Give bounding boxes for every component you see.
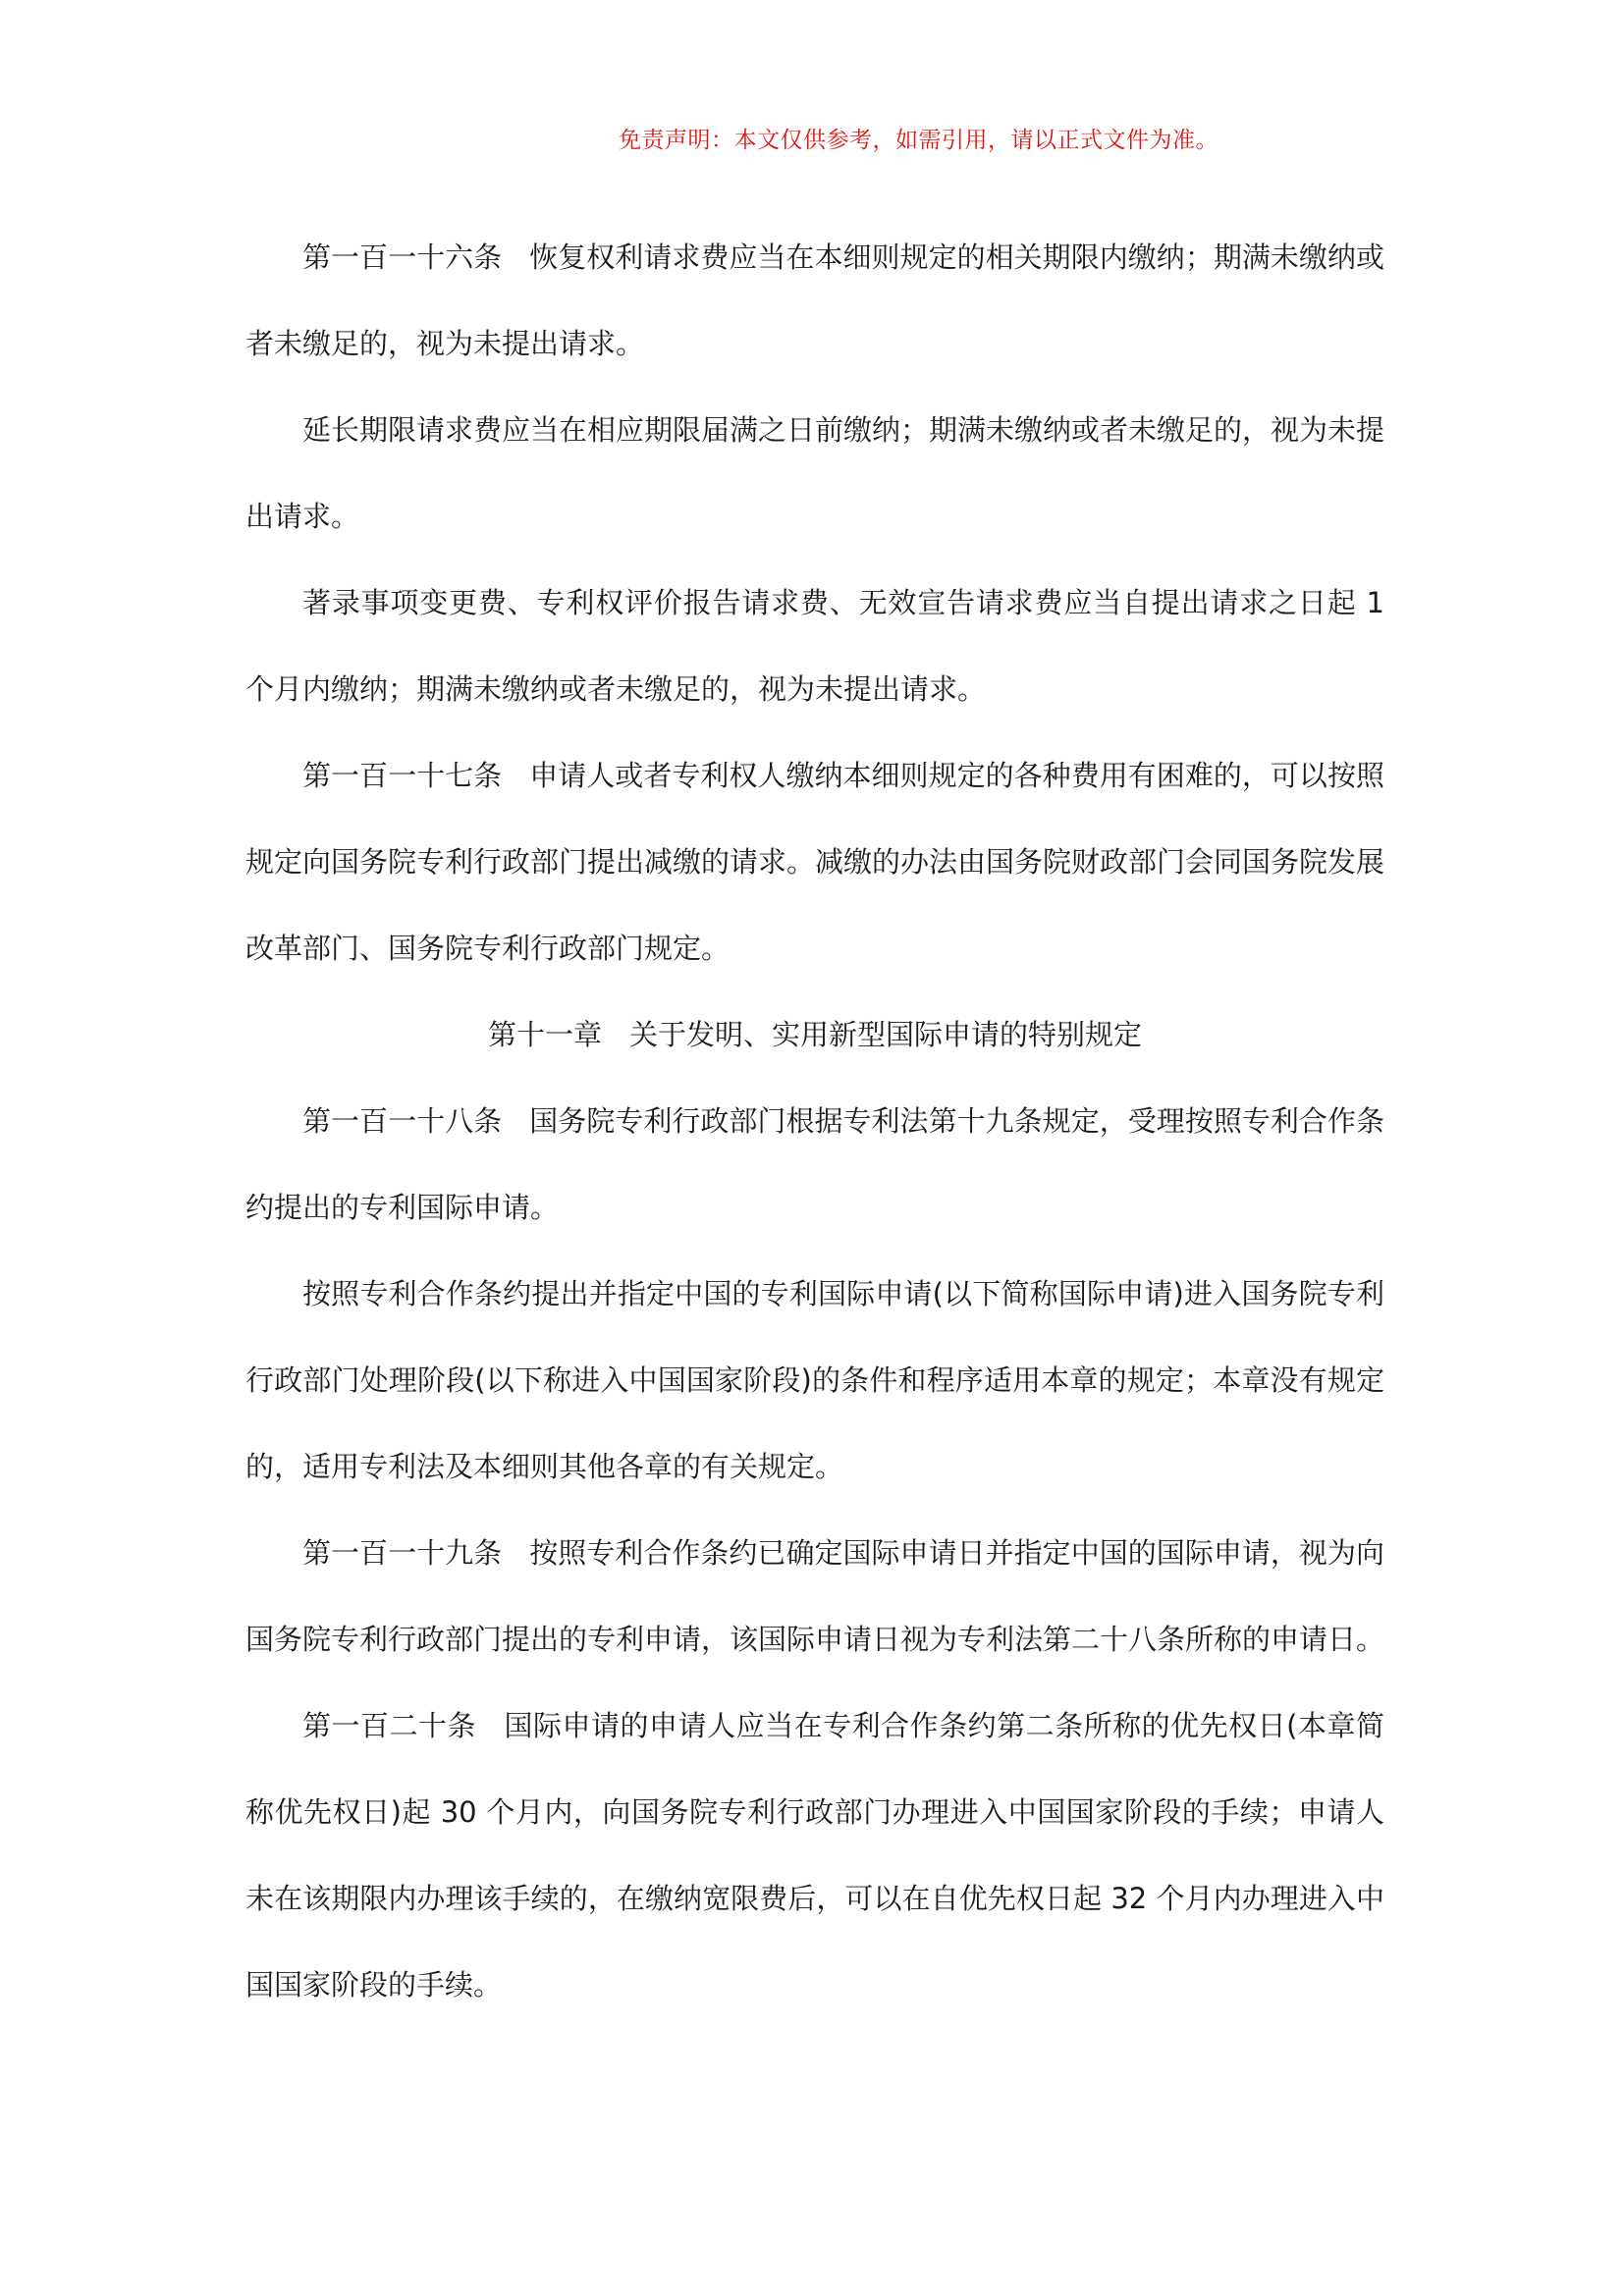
article-paragraph	[245, 560, 1384, 732]
article-number: 第一百一十七条	[302, 759, 503, 792]
article-paragraph	[245, 732, 1384, 991]
document-body	[245, 214, 1384, 2028]
chapter-number: 第十一章	[487, 1018, 602, 1051]
article-text: 国务院专利行政部门根据专利法第十九条规定，受理按照专利合作条约提出的专利国际申请。	[245, 1104, 1384, 1224]
chapter-title: 关于发明、实用新型国际申请的特别规定	[629, 1018, 1143, 1051]
article-paragraph	[245, 1510, 1384, 1682]
article-paragraph	[245, 1682, 1384, 2028]
disclaimer-notice: 免责声明：本文仅供参考，如需引用，请以正式文件为准。	[619, 128, 1218, 153]
article-number: 第一百一十九条	[302, 1536, 503, 1570]
article-number: 第一百一十八条	[302, 1104, 503, 1138]
article-text: 申请人或者专利权人缴纳本细则规定的各种费用有困难的，可以按照规定向国务院专利行政部门提出减缴的请求。减缴的办法由国务院财政部门会同国务院发展改革部门、国务院专利行政部门规定。	[245, 759, 1385, 965]
article-number: 第一百二十条	[302, 1709, 477, 1742]
article-text: 恢复权利请求费应当在本细则规定的相关期限内缴纳；期满未缴纳或者未缴足的，视为未提出请求。	[245, 240, 1384, 360]
article-paragraph	[245, 1078, 1384, 1251]
article-paragraph	[245, 387, 1384, 560]
article-text: 国际申请的申请人应当在专利合作条约第二条所称的优先权日(本章简称优先权日)起 30 个月内，向国务院专利行政部门办理进入中国国家阶段的手续；申请人未在该期限内办理该手续的，在缴纳宽限费后，可以在自优先权日起 32 个月内办理进入中国国家阶段的手续。	[245, 1709, 1384, 2002]
chapter-heading	[245, 991, 1384, 1078]
article-number: 第一百一十六条	[302, 240, 503, 274]
article-text: 按照专利合作条约已确定国际申请日并指定中国的国际申请，视为向国务院专利行政部门提出的专利申请，该国际申请日视为专利法第二十八条所称的申请日。	[245, 1536, 1385, 1656]
article-text: 延长期限请求费应当在相应期限届满之日前缴纳；期满未缴纳或者未缴足的，视为未提出请求。	[245, 413, 1385, 533]
article-paragraph	[245, 214, 1384, 387]
article-text: 按照专利合作条约提出并指定中国的专利国际申请(以下简称国际申请)进入国务院专利行政部门处理阶段(以下称进入中国国家阶段)的条件和程序适用本章的规定；本章没有规定的，适用专利法及本细则其他各章的有关规定。	[245, 1277, 1384, 1483]
article-paragraph	[245, 1251, 1384, 1510]
article-text: 著录事项变更费、专利权评价报告请求费、无效宣告请求费应当自提出请求之日起 1 个月内缴纳；期满未缴纳或者未缴足的，视为未提出请求。	[245, 586, 1384, 706]
